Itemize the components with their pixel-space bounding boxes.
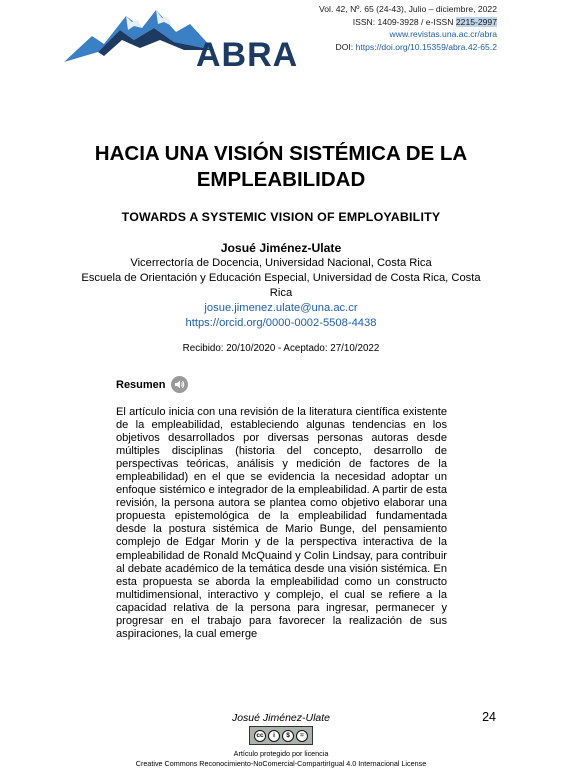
cc-icon: cc bbox=[254, 730, 266, 742]
article-subtitle: TOWARDS A SYSTEMIC VISION OF EMPLOYABILITY bbox=[121, 210, 441, 224]
creative-commons-badge[interactable] bbox=[249, 726, 313, 745]
article-title: HACIA UNA VISIÓN SISTÉMICA DE LA EMPLEABILIDAD bbox=[94, 142, 468, 191]
abstract-heading-label: Resumen bbox=[116, 378, 166, 391]
journal-logo bbox=[64, 6, 299, 74]
issn-line bbox=[319, 16, 497, 29]
journal-metadata bbox=[319, 3, 497, 53]
license-text bbox=[0, 749, 562, 769]
author-name: Josué Jiménez-Ulate bbox=[220, 241, 342, 255]
doi-line bbox=[319, 41, 497, 54]
license-line-2: Creative Commons Reconocimiento-NoComercial-CompartirIgual 4.0 Internacional License bbox=[135, 759, 427, 768]
submission-dates: Recibido: 20/10/2020 - Aceptado: 27/10/2022 bbox=[182, 343, 380, 354]
page-number: 24 bbox=[482, 710, 496, 724]
volume-line: Vol. 42, Nº. 65 (24-43), Julio – diciembre, 2022 bbox=[319, 4, 497, 14]
noncommercial-icon: $ bbox=[282, 730, 294, 742]
doi-link[interactable]: https://doi.org/10.15359/abra.42-65.2 bbox=[355, 41, 497, 52]
abstract-text: El artículo inicia con una revisión de la literatura científica existente de la empleabilidad, estableciendo algunas tendencias en los objetivos desarrollados por diversas personas autoras desde múltiples disciplinas (historia del concepto, desarrollo de perspectivas teóricas, análisis y medición de factores de la empleabilidad) en el que se evidencia la necesidad adoptar un enfoque sistémico e integrador de la empleabilidad. A partir de esta revisión, la persona autora se plantea como objetivo elaborar una propuesta epistemológica de la empleabilidad fundamentada desde la postura sistémica de Mario Bunge, del pensamiento complejo de Edgar Morin y de la perspectiva interactiva de la empleabilidad de Ronald McQuaind y Colin Lindsay, para contribuir al debate académico de la temática desde una visión sistémica. En esta propuesta se aborda la empleabilidad como un constructo multidimensional, interactivo y complejo, el cual se refiere a la capacidad relativa de la persona para ingresar, permanecer y progresar en el trabajo para favorecer la realización de sus aspiraciones, la cual emerge bbox=[116, 406, 447, 640]
doi-label: DOI: bbox=[335, 41, 356, 52]
orcid-link[interactable]: https://orcid.org/0000-0002-5508-4438 bbox=[185, 317, 377, 329]
affiliation-1: Vicerrectoría de Docencia, Universidad Nacional, Costa Rica bbox=[130, 257, 432, 269]
sharealike-icon: = bbox=[296, 730, 308, 742]
author-block bbox=[60, 241, 502, 331]
affiliation-2: Escuela de Orientación y Educación Especial, Universidad de Costa Rica, Costa Rica bbox=[81, 272, 481, 299]
speaker-icon[interactable] bbox=[171, 376, 188, 393]
eissn-highlight: 2215-2997 bbox=[455, 16, 497, 27]
attribution-icon: i bbox=[268, 730, 280, 742]
abstract-heading bbox=[116, 376, 188, 393]
author-email-link[interactable]: josue.jimenez.ulate@una.ac.cr bbox=[204, 302, 358, 314]
footer-author: Josué Jiménez-Ulate bbox=[231, 712, 331, 724]
website-link[interactable]: www.revistas.una.ac.cr/abra bbox=[389, 29, 497, 39]
issn-text: ISSN: 1409-3928 / e-ISSN bbox=[352, 16, 456, 27]
journal-logo-text: ABRA bbox=[196, 36, 299, 74]
license-line-1: Artículo protegido por licencia bbox=[233, 749, 329, 758]
